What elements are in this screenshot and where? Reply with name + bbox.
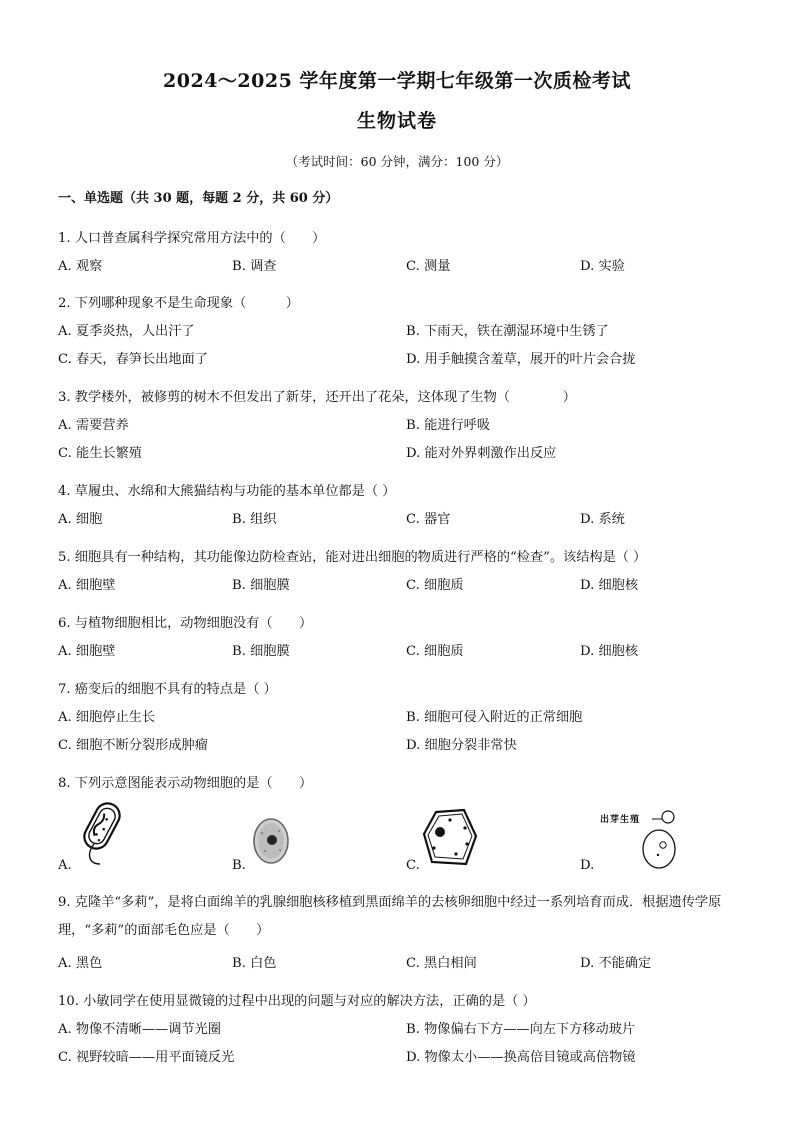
question-7-stem: 7. 癌变后的细胞不具有的特点是（ ） (58, 682, 277, 697)
budding-label: 出芽生殖 (600, 815, 641, 825)
question-7-option-c[interactable]: C. 细胞不断分裂形成肿瘤 (58, 738, 208, 753)
exam-info: （考试时间：60 分钟，满分：100 分） (285, 154, 509, 169)
question-3-option-b[interactable]: B. 能进行呼吸 (406, 418, 491, 433)
question-1-option-a[interactable]: A. 观察 (58, 259, 103, 274)
question-6-option-a[interactable]: A. 细胞壁 (58, 644, 116, 659)
animal-cell-figure (250, 815, 292, 867)
question-8-option-b[interactable]: B. (232, 858, 246, 873)
exam-subject: 生物试卷 (356, 110, 437, 132)
plant-cell-figure (420, 806, 480, 868)
question-10-stem: 10. 小敏同学在使用显微镜的过程中出现的问题与对应的解决方法，正确的是（ ） (58, 994, 536, 1009)
question-2-option-a[interactable]: A. 夏季炎热，人出汗了 (58, 324, 195, 339)
question-8-option-a[interactable]: A. (58, 858, 72, 873)
question-9-option-c[interactable]: C. 黑白相间 (406, 956, 477, 971)
question-5-option-d[interactable]: D. 细胞核 (580, 578, 639, 593)
question-4-option-d[interactable]: D. 系统 (580, 512, 625, 527)
question-1-option-b[interactable]: B. 调查 (232, 259, 277, 274)
question-1-stem: 1. 人口普查属科学探究常用方法中的（ ） (58, 231, 326, 246)
question-10-option-d[interactable]: D. 物像太小——换高倍目镜或高倍物镜 (406, 1050, 636, 1065)
question-3-option-c[interactable]: C. 能生长繁殖 (58, 446, 142, 461)
question-9-option-b[interactable]: B. 白色 (232, 956, 277, 971)
question-7-option-b[interactable]: B. 细胞可侵入附近的正常细胞 (406, 710, 583, 725)
question-3-option-d[interactable]: D. 能对外界刺激作出反应 (406, 446, 557, 461)
question-10-option-c[interactable]: C. 视野较暗——用平面镜反光 (58, 1050, 235, 1065)
question-10-option-b[interactable]: B. 物像偏右下方——向左下方移动玻片 (406, 1022, 636, 1037)
question-2-option-d[interactable]: D. 用手触摸含羞草，展开的叶片会合拢 (406, 352, 636, 367)
question-8-stem: 8. 下列示意图能表示动物细胞的是（ ） (58, 776, 313, 791)
question-10-option-a[interactable]: A. 物像不清晰——调节光圈 (58, 1022, 221, 1037)
question-4-option-a[interactable]: A. 细胞 (58, 512, 103, 527)
question-9-stem: 9. 克隆羊“多莉”，是将白面绵羊的乳腺细胞核移植到黑面绵羊的去核卵细胞中经过一系列培育而成．根据遗传学原理，“多莉”的面部毛色应是（ ） (58, 895, 722, 938)
exam-title: 2024～2025 学年度第一学期七年级第一次质检考试 (163, 70, 631, 92)
question-5-option-c[interactable]: C. 细胞质 (406, 578, 464, 593)
bacterium-figure (72, 800, 132, 866)
question-6-option-c[interactable]: C. 细胞质 (406, 644, 464, 659)
question-5-option-a[interactable]: A. 细胞壁 (58, 578, 116, 593)
question-1-option-c[interactable]: C. 测量 (406, 259, 451, 274)
question-8-option-d[interactable]: D. (580, 858, 595, 873)
question-7-option-a[interactable]: A. 细胞停止生长 (58, 710, 156, 725)
question-9-option-a[interactable]: A. 黑色 (58, 956, 103, 971)
question-6-option-d[interactable]: D. 细胞核 (580, 644, 639, 659)
question-6-option-b[interactable]: B. 细胞膜 (232, 644, 290, 659)
question-5-option-b[interactable]: B. 细胞膜 (232, 578, 290, 593)
question-9-option-d[interactable]: D. 不能确定 (580, 956, 652, 971)
question-4-option-c[interactable]: C. 器官 (406, 512, 451, 527)
question-2-stem: 2. 下列哪种现象不是生命现象（ ） (58, 296, 299, 311)
question-2-option-b[interactable]: B. 下雨天，铁在潮湿环境中生锈了 (406, 324, 609, 339)
question-6-stem: 6. 与植物细胞相比，动物细胞没有（ ） (58, 616, 313, 631)
question-7-option-d[interactable]: D. 细胞分裂非常快 (406, 738, 517, 753)
question-2-option-c[interactable]: C. 春天，春笋长出地面了 (58, 352, 208, 367)
question-4-option-b[interactable]: B. 组织 (232, 512, 277, 527)
question-3-stem: 3. 教学楼外，被修剪的树木不但发出了新芽，还开出了花朵，这体现了生物（ ） (58, 390, 576, 405)
question-4-stem: 4. 草履虫、水绵和大熊猫结构与功能的基本单位都是（ ） (58, 484, 396, 499)
question-1-option-d[interactable]: D. 实验 (580, 259, 625, 274)
question-8-option-c[interactable]: C. (406, 858, 420, 873)
question-3-option-a[interactable]: A. 需要营养 (58, 418, 129, 433)
section-heading: 一、单选题（共 30 题，每题 2 分，共 60 分） (58, 191, 339, 206)
question-5-stem: 5. 细胞具有一种结构，其功能像边防检查站，能对进出细胞的物质进行严格的“检查”。该结构是（ ） (58, 550, 647, 565)
